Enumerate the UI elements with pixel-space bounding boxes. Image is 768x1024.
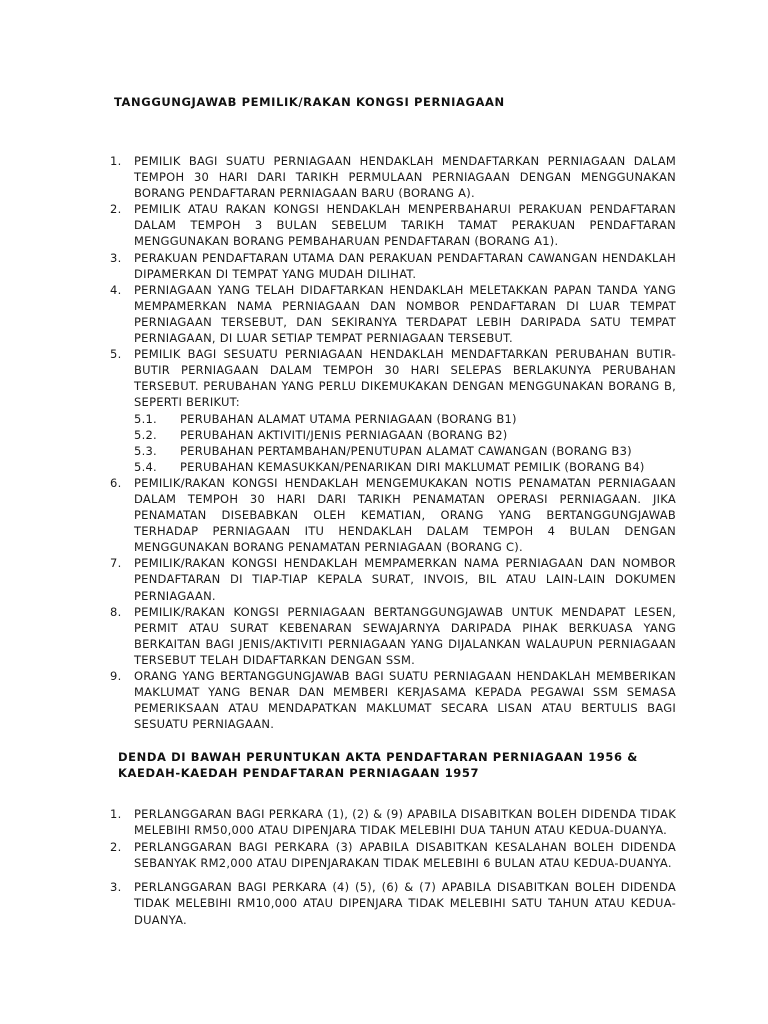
sub-item [134, 411, 676, 427]
item-number: 1. [110, 154, 122, 168]
item-number: 1. [110, 807, 122, 821]
item-number: 4. [110, 282, 122, 297]
item-number: 3. [110, 250, 122, 265]
list-item [110, 879, 676, 928]
item-text: PEMILIK BAGI SUATU PERNIAGAAN HENDAKLAH MENDAFTARKAN PERNIAGAAN DALAM TEMPOH 30 HARI DARI TARIKH PERMULAAN PERNIAGAAN DENGAN MENGGUNAKAN BORANG PENDAFTARAN PERNIAGAAN BARU (BORANG A). [134, 154, 676, 201]
sub-item-text: PERUBAHAN AKTIVITI/JENIS PERNIAGAAN (BORANG B2) [180, 427, 508, 442]
spacer [110, 871, 676, 879]
list-item [110, 282, 676, 346]
item-number: 6. [110, 475, 122, 490]
item-number: 5. [110, 347, 122, 362]
item-number: 8. [110, 604, 122, 619]
item-text: PERAKUAN PENDAFTARAN UTAMA DAN PERAKUAN PENDAFTARAN CAWANGAN HENDAKLAH DIPAMERKAN DI TEMPAT YANG MUDAH DILIHAT. [134, 250, 676, 281]
penalties-title-line-2: KAEDAH-KAEDAH PENDAFTARAN PERNIAGAAN 1957 [118, 766, 480, 780]
sub-item-number: 5.1. [134, 411, 157, 426]
sub-item [134, 459, 676, 475]
penalty-list [110, 806, 676, 928]
list-item [110, 153, 676, 201]
penalties-title-line-1: DENDA DI BAWAH PERUNTUKAN AKTA PENDAFTARAN PERNIAGAAN 1956 & [118, 750, 638, 764]
item-text: PERNIAGAAN YANG TELAH DIDAFTARKAN HENDAKLAH MELETAKKAN PAPAN TANDA YANG MEMPAMERKAN NAMA PERNIAGAAN DAN NOMBOR PENDAFTARAN DI LUAR TEMPAT PERNIAGAAN TERSEBUT, DAN SEKIRANYA TERDAPAT LEBIH DARIPADA SATU TEMPAT PERNIAGAAN, DI LUAR SETIAP TEMPAT PERNIAGAAN TERSEBUT. [134, 282, 676, 346]
list-item [110, 475, 676, 555]
sub-item-text: PERUBAHAN PERTAMBAHAN/PENUTUPAN ALAMAT CAWANGAN (BORANG B3) [180, 443, 632, 458]
section-title-penalties [118, 749, 638, 781]
item-text: PEMILIK/RAKAN KONGSI HENDAKLAH MENGEMUKAKAN NOTIS PENAMATAN PERNIAGAAN DALAM TEMPOH 30 HARI DARI TARIKH PENAMATAN OPERASI PERNIAGAAN. JIKA PENAMATAN DISEBABKAN OLEH KEMATIAN, ORANG YANG BERTANGGUNGJAWAB TERHADAP PERNIAGAAN ITU HENDAKLAH DALAM TEMPOH 4 BULAN DENGAN MENGGUNAKAN BORANG PENAMATAN PERNIAGAAN (BORANG C). [134, 475, 676, 555]
sub-item-number: 5.2. [134, 427, 157, 442]
responsibility-list [110, 153, 676, 732]
item-text: PEMILIK/RAKAN KONGSI PERNIAGAAN BERTANGGUNGJAWAB UNTUK MENDAPAT LESEN, PERMIT ATAU SURAT KEBENARAN SEWAJARNYA DARIPADA PIHAK BERKUASA YANG BERKAITAN BAGI JENIS/AKTIVITI PERNIAGAAN YANG DIJALANKAN WALAUPUN PERNIAGAAN TERSEBUT TELAH DIDAFTARKAN DENGAN SSM. [134, 604, 676, 667]
sub-item [134, 427, 676, 443]
item-text: PEMILIK/RAKAN KONGSI HENDAKLAH MEMPAMERKAN NAMA PERNIAGAAN DAN NOMBOR PENDAFTARAN DI TIAP-TIAP KEPALA SURAT, INVOIS, BIL ATAU LAIN-LAIN DOKUMEN PERNIAGAAN. [134, 556, 676, 603]
section-title-responsibilities: TANGGUNGJAWAB PEMILIK/RAKAN KONGSI PERNIAGAAN [114, 95, 505, 109]
list-item [110, 201, 676, 249]
sub-item [134, 443, 676, 459]
item-text: PERLANGGARAN BAGI PERKARA (3) APABILA DISABITKAN KESALAHAN BOLEH DIDENDA SEBANYAK RM2,000 ATAU DIPENJARAKAN TIDAK MELEBIHI 6 BULAN ATAU KEDUA-DUANYA. [134, 839, 676, 870]
item-number: 9. [110, 669, 122, 683]
list-item [110, 839, 676, 872]
item-text: PEMILIK ATAU RAKAN KONGSI HENDAKLAH MENPERBAHARUI PERAKUAN PENDAFTARAN DALAM TEMPOH 3 BULAN SEBELUM TARIKH TAMAT PERAKUAN PENDAFTARAN MENGGUNAKAN BORANG PEMBAHARUAN PENDAFTARAN (BORANG A1). [134, 202, 676, 249]
sub-item-number: 5.4. [134, 459, 157, 474]
list-item [110, 604, 676, 668]
item-number: 2. [110, 839, 122, 854]
item-number: 7. [110, 556, 122, 571]
item-text: PEMILIK BAGI SESUATU PERNIAGAAN HENDAKLAH MENDAFTARKAN PERUBAHAN BUTIR-BUTIR PERNIAGAAN DALAM TEMPOH 30 HARI SELEPAS BERLAKUNYA PERUBAHAN TERSEBUT. PERUBAHAN YANG PERLU DIKEMUKAKAN DENGAN MENGGUNAKAN BORANG B, SEPERTI BERIKUT: [134, 347, 676, 410]
sub-item-number: 5.3. [134, 443, 157, 458]
item-text: PERLANGGARAN BAGI PERKARA (4) (5), (6) & (7) APABILA DISABITKAN BOLEH DIDENDA TIDAK MELEBIHI RM10,000 ATAU DIPENJARA TIDAK MELEBIHI SATU TAHUN ATAU KEDUA-DUANYA. [134, 880, 676, 927]
item-number: 3. [110, 880, 122, 895]
list-item [110, 250, 676, 282]
list-item [110, 668, 676, 732]
list-item [110, 806, 676, 839]
item-number: 2. [110, 202, 122, 217]
sub-item-text: PERUBAHAN KEMASUKKAN/PENARIKAN DIRI MAKLUMAT PEMILIK (BORANG B4) [180, 459, 645, 474]
sub-item-text: PERUBAHAN ALAMAT UTAMA PERNIAGAAN (BORANG B1) [180, 411, 517, 426]
list-item [110, 346, 676, 475]
item-text: PERLANGGARAN BAGI PERKARA (1), (2) & (9) APABILA DISABITKAN BOLEH DIDENDA TIDAK MELEBIHI RM50,000 ATAU DIPENJARA TIDAK MELEBIHI DUA TAHUN ATAU KEDUA-DUANYA. [134, 807, 676, 838]
list-item [110, 555, 676, 603]
item-text: ORANG YANG BERTANGGUNGJAWAB BAGI SUATU PERNIAGAAN HENDAKLAH MEMBERIKAN MAKLUMAT YANG BENAR DAN MEMBERI KERJASAMA KEPADA PEGAWAI SSM SEMASA PEMERIKSAAN ATAU MENDAPATKAN MAKLUMAT SECARA LISAN ATAU BERTULIS BAGI SESUATU PERNIAGAAN. [134, 669, 676, 732]
